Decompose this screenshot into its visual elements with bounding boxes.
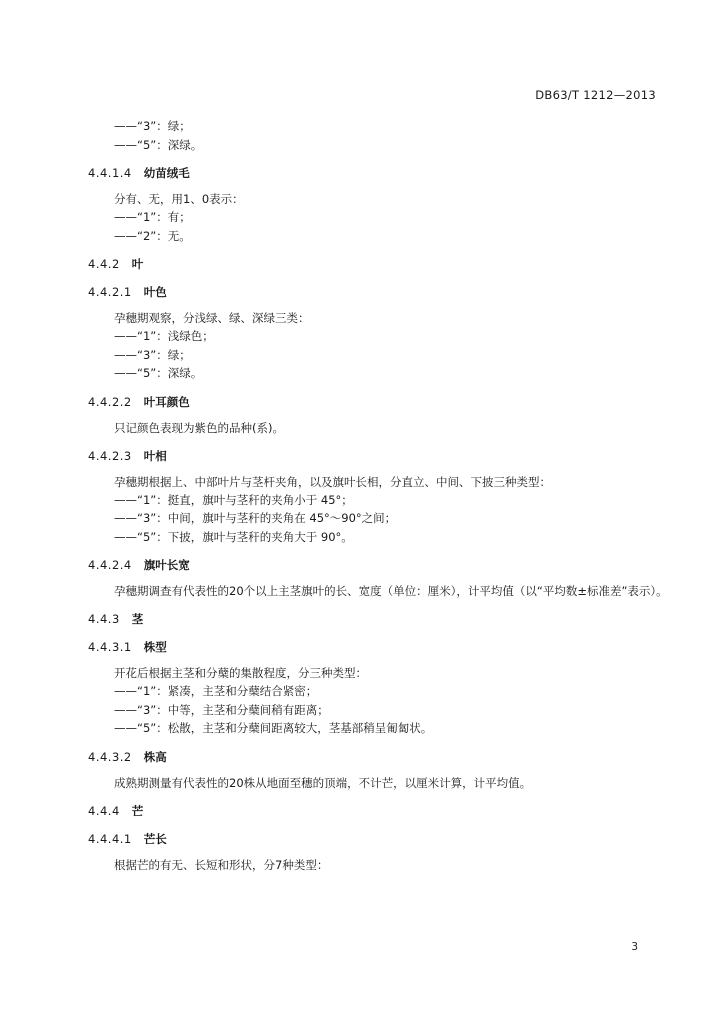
section-title: 株高 [143,749,167,764]
list-item: ——“3”：绿； [114,119,191,133]
section-number: 4.4.2 [88,257,120,271]
section-number: 4.4.4.1 [88,831,132,846]
section-number: 4.4.2.4 [88,558,132,572]
page-number: 3 [631,941,638,953]
section-title: 幼苗绒毛 [143,166,190,180]
section-heading [88,447,663,465]
section-heading [88,556,663,574]
list-item: ——“1”：紧凑，主茎和分蘖结合紧密； [114,684,318,698]
section-title: 叶耳颜色 [143,394,190,409]
paragraph: 成熟期测量有代表性的20株从地面至穗的顶端，不计芒，以厘米计算，计平均值。 [114,775,532,790]
list-item: ——“5”：松散，主茎和分蘖间距离较大，茎基部稍呈匍匐状。 [114,721,433,735]
list-item: ——“2”：无。 [114,228,191,243]
section-number: 4.4.2.2 [88,394,132,409]
section-heading [88,610,663,628]
section-number: 4.4.2.3 [88,448,132,463]
paragraph: 只记颜色表现为紫色的品种(系)。 [114,420,284,435]
paragraph: 孕穗期观察，分浅绿、绿、深绿三类： [114,311,310,325]
paragraph: 分有、无，用1、0表示： [114,192,244,206]
section-number: 4.4.3.2 [88,749,132,764]
document-body [88,117,668,874]
list-item: ——“3”：中等，主茎和分蘖间稍有距离； [114,702,329,717]
list-item: ——“1”：挺直，旗叶与茎秆的夹角小于 45°； [114,492,353,507]
section-heading [88,830,663,848]
section-number: 4.4.3 [88,612,120,626]
section-title: 叶色 [143,285,167,299]
list-item: ——“5”：深绿。 [114,366,203,380]
list-item: ——“1”：浅绿色； [114,329,214,343]
section-number: 4.4.1.4 [88,166,132,180]
list-item: ——“3”：绿； [114,347,191,362]
section-heading [88,283,663,301]
section-title: 茎 [131,612,144,626]
section-heading [88,164,663,182]
paragraph: 孕穗期调查有代表性的20个以上主茎旗叶的长、宽度（单位：厘米），计平均值（以“平均数±标准差”表示）。 [114,584,668,598]
section-title: 芒长 [143,831,167,846]
section-heading [88,393,663,411]
paragraph: 开花后根据主茎和分蘖的集散程度，分三种类型： [114,666,367,680]
document-code: DB63/T 1212—2013 [535,88,656,102]
section-number: 4.4.2.1 [88,285,132,299]
section-number: 4.4.3.1 [88,640,132,654]
list-item: ——“5”：下披，旗叶与茎秆的夹角大于 90°。 [114,529,353,544]
paragraph: 根据芒的有无、长短和形状，分7种类型： [114,857,329,872]
section-heading [88,255,663,273]
section-heading [88,748,663,766]
list-item: ——“1”：有； [114,210,191,224]
section-heading [88,802,663,820]
section-title: 旗叶长宽 [143,558,190,572]
list-item: ——“3”：中间，旗叶与茎秆的夹角在 45°～90°之间； [114,511,397,525]
section-title: 芒 [131,803,144,818]
section-heading [88,638,663,656]
list-item: ——“5”：深绿。 [114,137,203,152]
section-title: 叶 [131,257,144,271]
section-title: 叶相 [143,448,167,463]
section-number: 4.4.4 [88,803,120,818]
paragraph: 孕穗期根据上、中部叶片与茎杆夹角，以及旗叶长相，分直立、中间、下披三种类型： [114,474,551,489]
section-title: 株型 [143,640,167,654]
